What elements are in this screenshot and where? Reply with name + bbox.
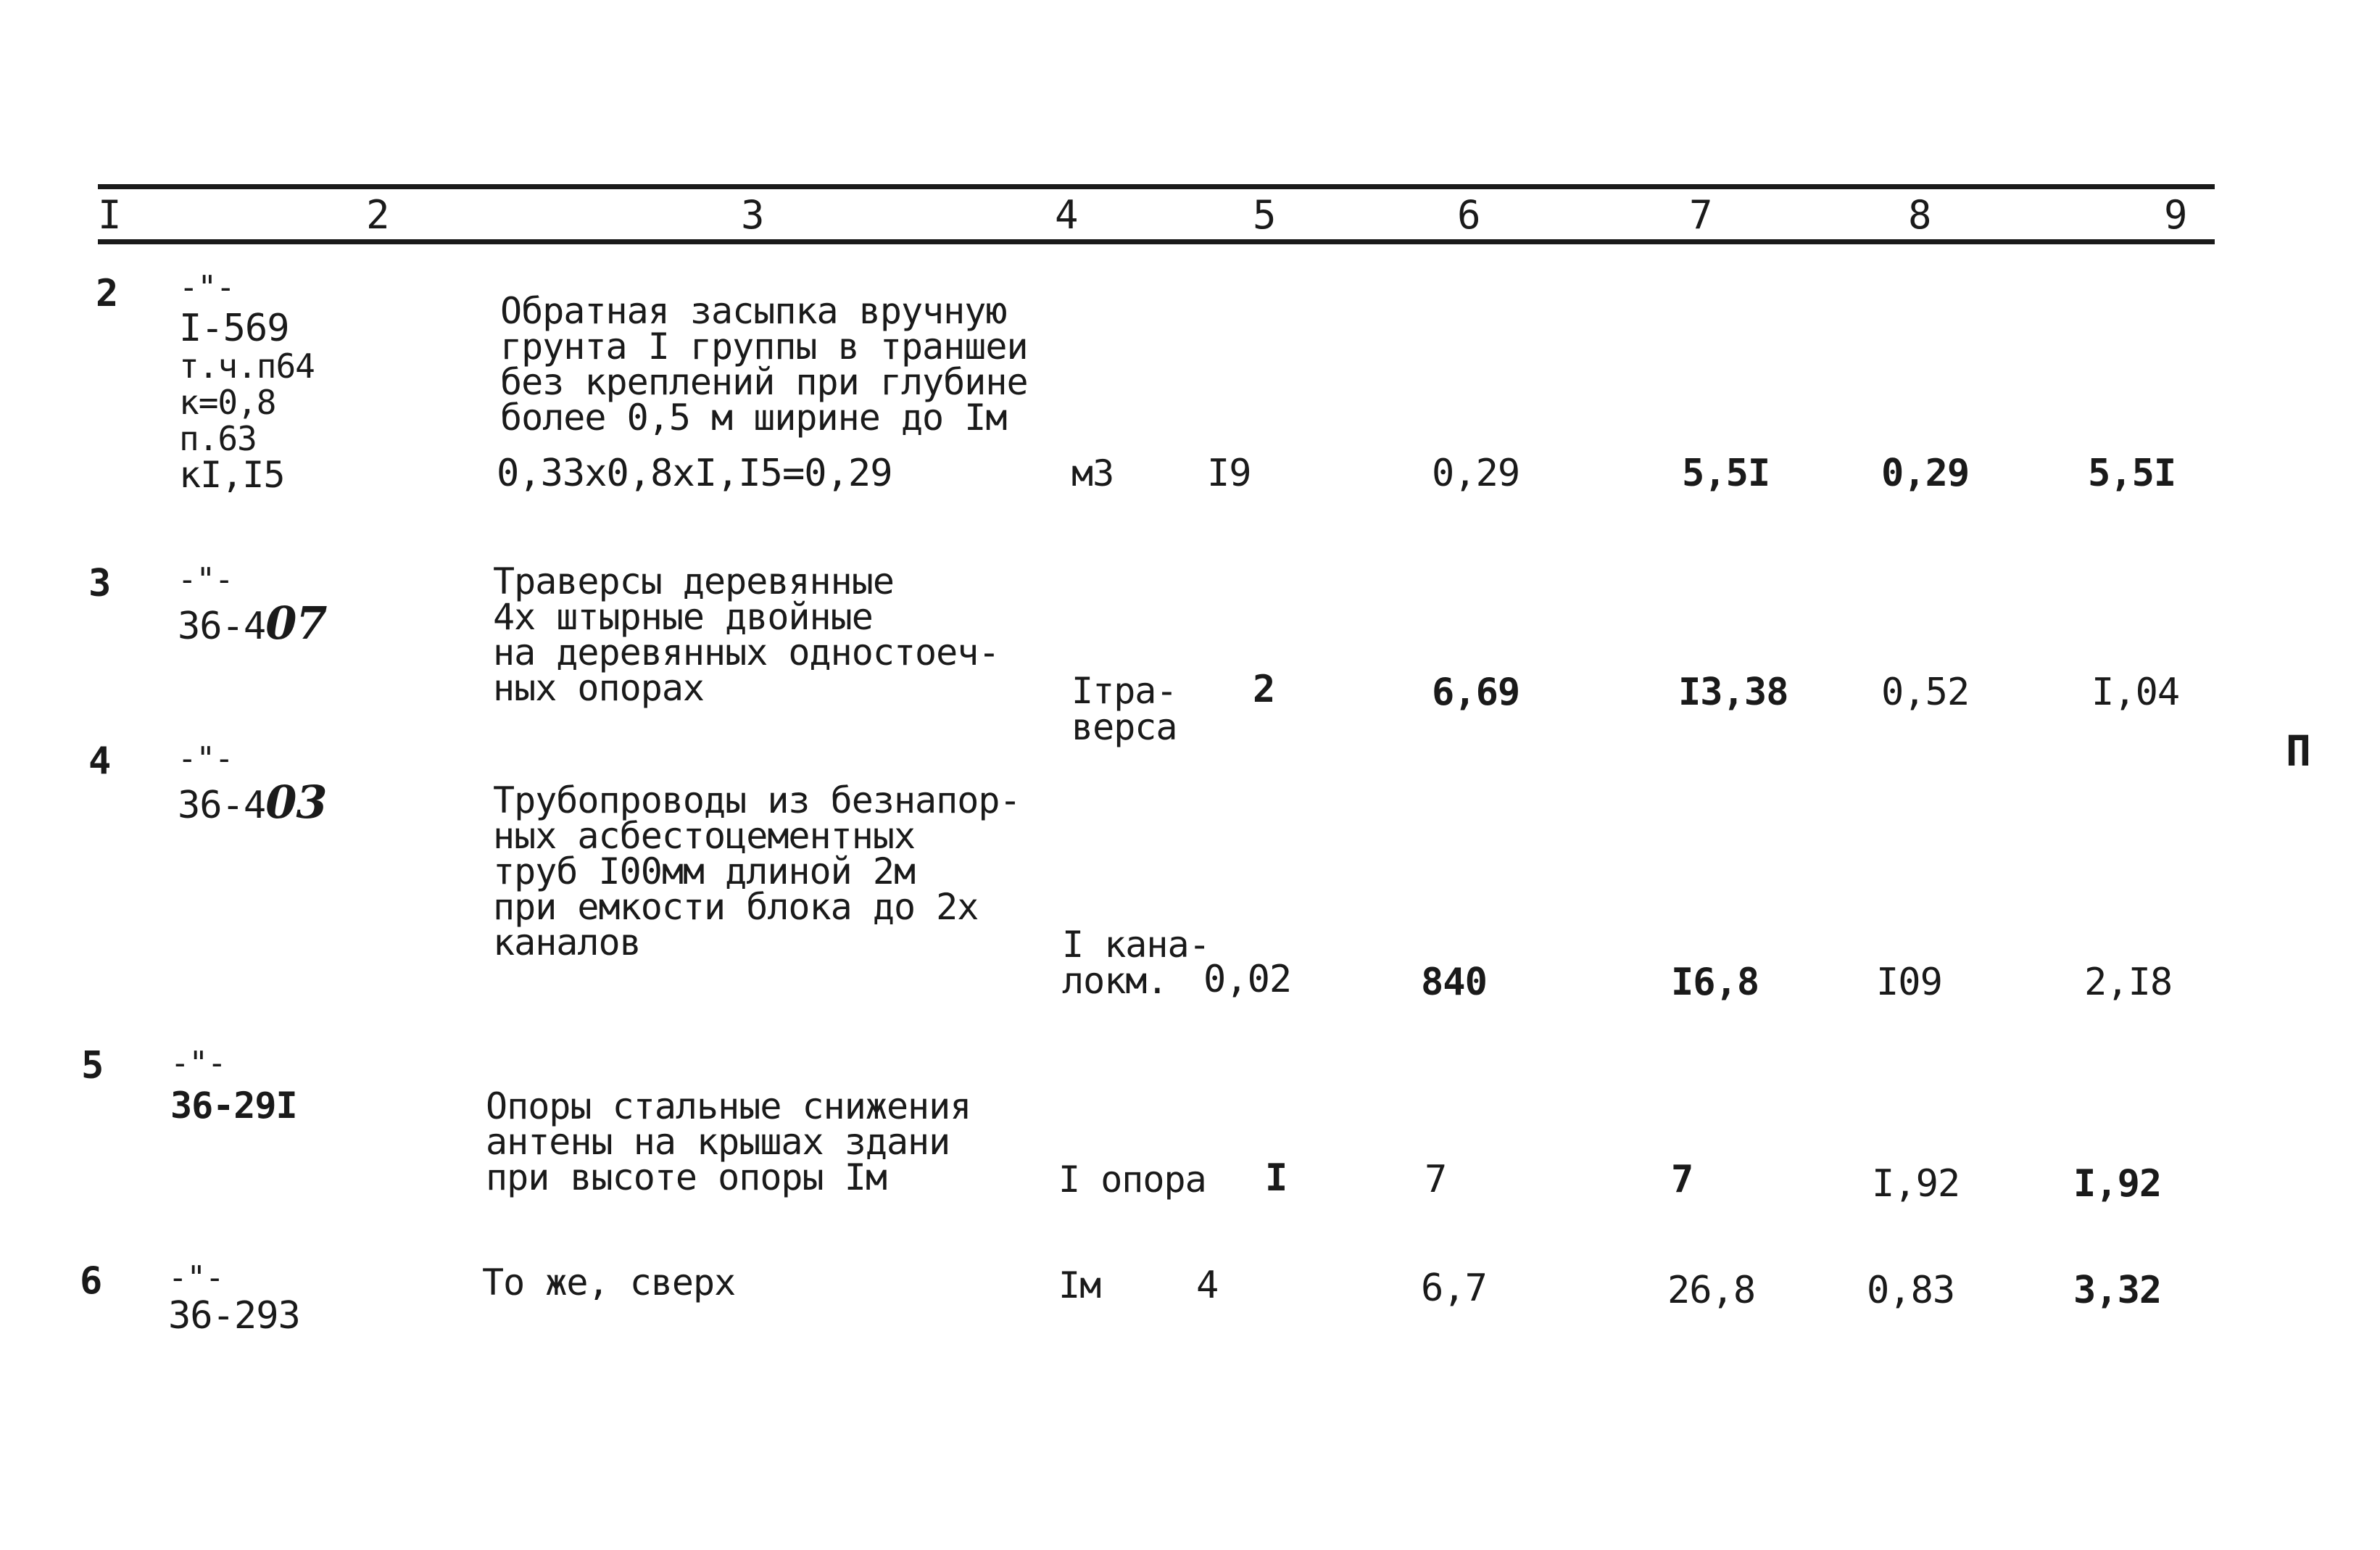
- ditto-mark: -"-: [179, 269, 235, 306]
- work-description-line: более 0,5 м ширине до Iм: [500, 397, 1007, 439]
- work-description-line: грунта I группы в траншеи: [500, 326, 1028, 368]
- work-description-line: Опоры стальные снижения: [486, 1085, 971, 1127]
- work-description-line: ных опорах: [493, 667, 705, 709]
- unit: Iм: [1058, 1264, 1101, 1306]
- row-number: 6: [80, 1259, 102, 1303]
- col-header-1: I: [98, 192, 121, 238]
- row-number: 3: [88, 562, 111, 605]
- norm-code-part: кI,I5: [179, 454, 285, 496]
- work-description-line: Трубопроводы из безнапор-: [493, 779, 1021, 821]
- norm-code-part: п.63: [179, 419, 257, 458]
- quantity: I: [1265, 1156, 1288, 1200]
- total-cost: I3,38: [1678, 671, 1788, 714]
- unit-cost: 6,7: [1421, 1267, 1487, 1310]
- quantity-calculation: 0,33х0,8хI,I5=0,29: [497, 452, 892, 495]
- unit-wage: I09: [1876, 961, 1942, 1004]
- total-cost: 26,8: [1667, 1269, 1756, 1312]
- norm-code-printed: 36-4: [178, 605, 266, 648]
- quantity: 4: [1196, 1264, 1219, 1307]
- unit-wage: 0,52: [1881, 671, 1970, 714]
- total-wage: I,04: [2091, 671, 2180, 714]
- norm-code: I-569: [179, 307, 289, 350]
- row-number: 4: [88, 739, 111, 783]
- col-header-5: 5: [1253, 192, 1276, 238]
- total-cost: I6,8: [1671, 961, 1759, 1004]
- norm-code-handwritten: 07: [265, 597, 327, 650]
- unit-wage: 0,29: [1881, 452, 1970, 495]
- work-description-line: Траверсы деревянные: [493, 560, 894, 602]
- col-header-3: 3: [741, 192, 764, 238]
- quantity: 0,02: [1203, 958, 1292, 1001]
- work-description-line: труб I00мм длиной 2м: [493, 850, 916, 892]
- norm-code: [178, 776, 327, 829]
- col-header-7: 7: [1689, 192, 1712, 238]
- row-number: 2: [96, 272, 118, 315]
- col-header-4: 4: [1055, 192, 1078, 238]
- ditto-mark: -"-: [168, 1259, 224, 1296]
- quantity: 2: [1253, 668, 1275, 711]
- norm-code-handwritten: 03: [265, 776, 327, 829]
- work-description-line: антены на крышах здани: [486, 1121, 950, 1163]
- unit-wage: I,92: [1872, 1162, 1960, 1206]
- col-header-8: 8: [1908, 192, 1931, 238]
- unit-cost: 6,69: [1432, 671, 1520, 714]
- unit: верса: [1071, 706, 1177, 748]
- col-header-2: 2: [366, 192, 389, 238]
- work-description-line: при емкости блока до 2х: [493, 886, 979, 928]
- ditto-mark: -"-: [178, 561, 233, 598]
- unit: Iтра-: [1071, 670, 1177, 712]
- row-number: 5: [81, 1044, 104, 1087]
- unit-wage: 0,83: [1867, 1269, 1955, 1312]
- work-description-line: Обратная засыпка вручную: [500, 290, 1007, 332]
- norm-code: 36-293: [168, 1294, 300, 1338]
- unit: локм.: [1062, 960, 1168, 1002]
- work-description-line: ных асбестоцементных: [493, 815, 916, 857]
- work-description-line: 4х штырные двойные: [493, 596, 873, 638]
- unit-cost: 7: [1425, 1158, 1447, 1201]
- work-description-line: без креплений при глубине: [500, 361, 1028, 403]
- norm-code: 36-29I: [170, 1085, 297, 1127]
- total-wage: 3,32: [2073, 1269, 2162, 1312]
- total-cost: 5,5I: [1682, 452, 1770, 495]
- norm-code-part: к=0,8: [179, 383, 276, 422]
- margin-mark: П: [2286, 726, 2311, 776]
- norm-code-printed: 36-4: [178, 784, 266, 827]
- col-header-9: 9: [2164, 192, 2187, 238]
- unit: I опора: [1058, 1159, 1206, 1201]
- unit: м3: [1071, 452, 1114, 494]
- quantity: I9: [1207, 452, 1251, 495]
- total-cost: 7: [1671, 1158, 1693, 1201]
- header-bottom-rule: [98, 239, 2215, 244]
- total-wage: 2,I8: [2084, 961, 2173, 1004]
- total-wage: 5,5I: [2088, 452, 2176, 495]
- norm-code-part: т.ч.п64: [179, 347, 315, 386]
- ditto-mark: -"-: [178, 740, 233, 777]
- header-top-rule: [98, 184, 2215, 189]
- work-description-line: при высоте опоры Iм: [486, 1156, 887, 1198]
- unit-cost: 840: [1421, 961, 1487, 1004]
- work-description-line: То же, сверх: [482, 1261, 736, 1304]
- ditto-mark: -"-: [170, 1045, 226, 1082]
- work-description-line: каналов: [493, 921, 641, 963]
- total-wage: I,92: [2073, 1162, 2162, 1206]
- unit: I кана-: [1062, 924, 1210, 966]
- col-header-6: 6: [1457, 192, 1480, 238]
- work-description-line: на деревянных одностоеч-: [493, 631, 1000, 674]
- unit-cost: 0,29: [1432, 452, 1520, 495]
- norm-code: [178, 597, 327, 650]
